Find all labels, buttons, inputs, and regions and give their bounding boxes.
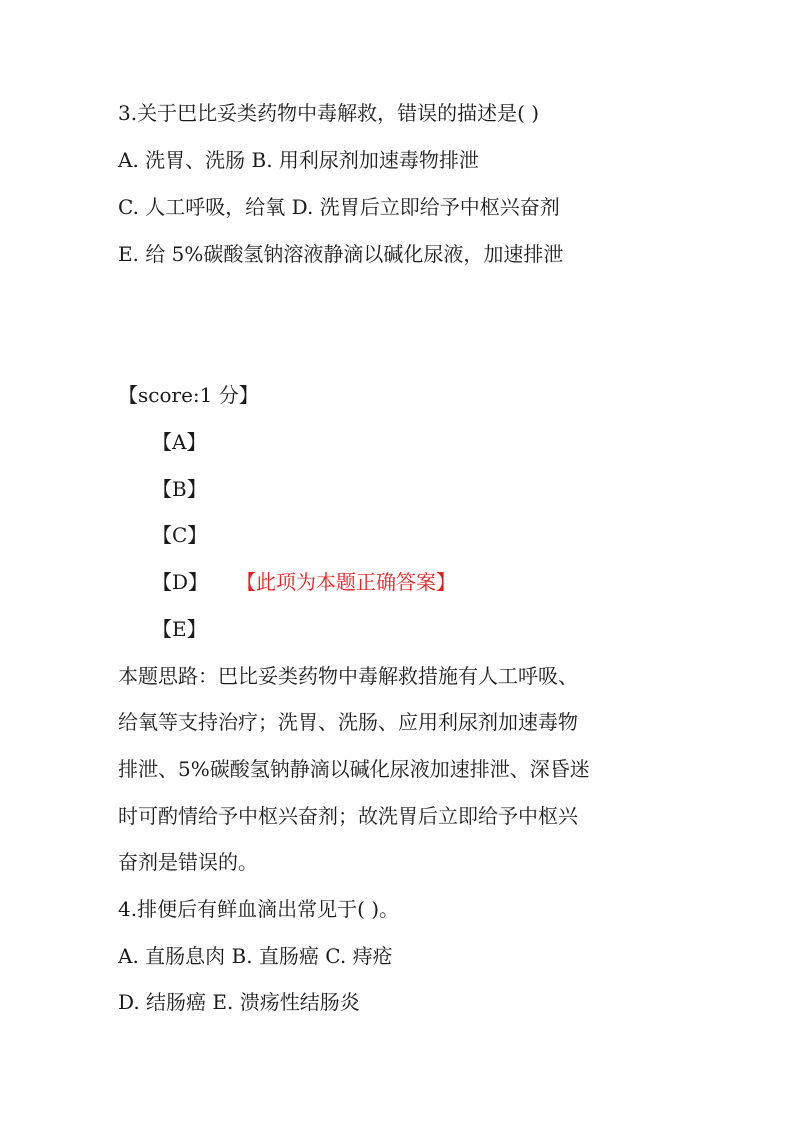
correct-answer-marker: 【此项为本题正确答案】 (246, 570, 457, 594)
question-3-stem: 3.关于巴比妥类药物中毒解救，错误的描述是( ) (118, 101, 540, 125)
question-4-option-line: A. 直肠息肉 B. 直肠癌 C. 痔疮 (118, 944, 393, 968)
question-4-stem: 4.排便后有鲜血滴出常见于( )。 (118, 897, 400, 921)
explanation-line: 本题思路：巴比妥类药物中毒解救措施有人工呼吸、 (118, 664, 578, 688)
question-3-option-line: C. 人工呼吸，给氧 D. 洗胃后立即给予中枢兴奋剂 (118, 195, 560, 219)
explanation-line: 排泄、5%碳酸氢钠静滴以碱化尿液加速排泄、深昏迷 (118, 757, 590, 781)
question-3-option-line: A. 洗胃、洗肠 B. 用利尿剂加速毒物排泄 (118, 148, 479, 172)
explanation-line: 给氧等支持治疗；洗胃、洗肠、应用利尿剂加速毒物 (118, 710, 578, 734)
explanation-line: 时可酌情给予中枢兴奋剂；故洗胃后立即给予中枢兴 (118, 804, 578, 828)
answer-choice-d-row (152, 570, 456, 594)
answer-choice-d: 【D】 (152, 570, 209, 594)
score-label: 【score:1 分】 (118, 383, 259, 407)
answer-choice-a: 【A】 (152, 430, 207, 454)
answer-choice-e: 【E】 (152, 617, 207, 641)
question-3-option-line: E. 给 5%碳酸氢钠溶液静滴以碱化尿液，加速排泄 (118, 242, 564, 266)
answer-choice-b: 【B】 (152, 477, 207, 501)
answer-choice-c: 【C】 (152, 523, 208, 547)
explanation-line: 奋剂是错误的。 (118, 850, 258, 874)
question-4-option-line: D. 结肠癌 E. 溃疡性结肠炎 (118, 990, 360, 1014)
